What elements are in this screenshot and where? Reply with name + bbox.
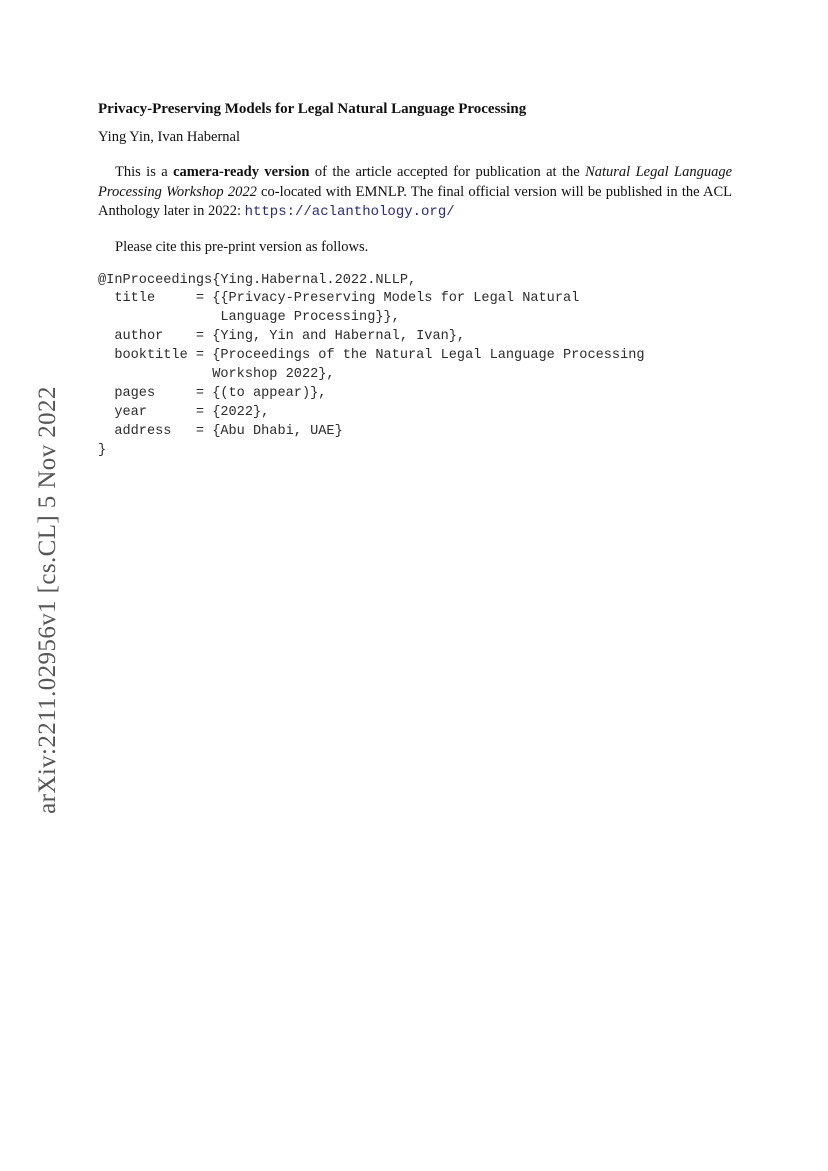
notice-middle: of the article accepted for publication at the <box>309 164 586 180</box>
cite-instruction: Please cite this pre-print version as follows. <box>115 239 369 255</box>
bibtex-line: @InProceedings{Ying.Habernal.2022.NLLP, <box>98 272 417 288</box>
notice-bold-text: camera-ready version <box>173 164 310 180</box>
bibtex-line: title = {{Privacy-Preserving Models for Legal Natural <box>98 291 580 307</box>
bibtex-line: author = {Ying, Yin and Habernal, Ivan}, <box>98 329 466 345</box>
page-content <box>98 99 732 460</box>
bibtex-line: booktitle = {Proceedings of the Natural Legal Language Processing <box>98 348 645 364</box>
bibtex-line: Language Processing}}, <box>98 310 400 326</box>
bibtex-line: Workshop 2022}, <box>98 366 335 382</box>
paper-title: Privacy-Preserving Models for Legal Natural Language Processing <box>98 101 527 117</box>
bibtex-line: year = {2022}, <box>98 404 270 420</box>
paper-authors: Ying Yin, Ivan Habernal <box>98 129 241 145</box>
bibtex-line: } <box>98 442 107 458</box>
acl-anthology-link[interactable]: https://aclanthology.org/ <box>244 204 455 220</box>
camera-ready-notice <box>98 163 732 223</box>
bibtex-line: address = {Abu Dhabi, UAE} <box>98 423 343 439</box>
notice-prefix: This is a <box>115 164 174 180</box>
notice-workshop-name: Natural Legal Language Processing Workshop 2022 <box>98 164 733 200</box>
arxiv-identifier-text: arXiv:2211.02956v1 [cs.CL] 5 Nov 2022 <box>34 386 61 814</box>
bibtex-entry <box>98 272 732 461</box>
bibtex-line: pages = {(to appear)}, <box>98 385 327 401</box>
notice-after-italic: co-located with EMNLP. The final official version will be published in the ACL Anthology later in 2022: <box>98 183 733 219</box>
